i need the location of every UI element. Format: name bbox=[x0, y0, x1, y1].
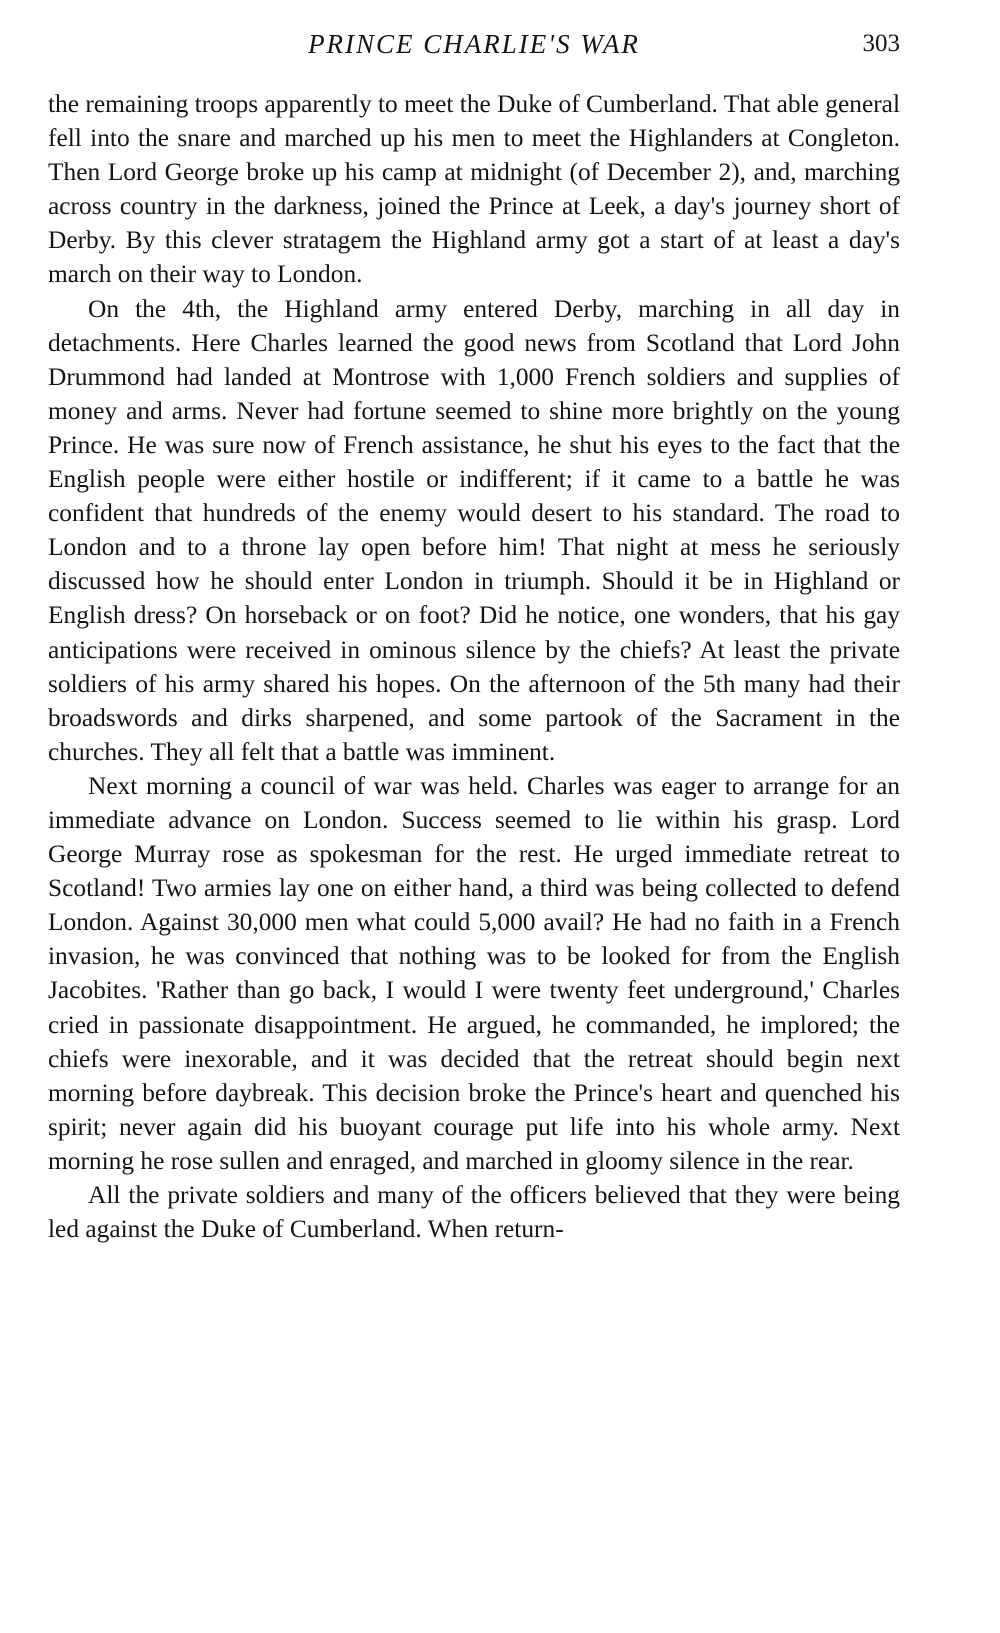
paragraph-derby: On the 4th, the Highland army entered Derby, marching in all day in detachments. Here Charles learned the good news from Scotland that Lord John Drummond had landed at Montrose with 1,000 French soldiers and supplies of money and arms. Never had fortune seemed to shine more brightly on the young Prince. He was sure now of French assistance, he shut his eyes to the fact that the English people were either hostile or indifferent; if it came to a battle he was confident that hundreds of the enemy would desert to his standard. The road to London and to a throne lay open before him! That night at mess he seriously discussed how he should enter London in triumph. Should it be in Highland or English dress? On horseback or on foot? Did he notice, one wonders, that his gay anticipations were received in ominous silence by the chiefs? At least the private soldiers of his army shared his hopes. On the afternoon of the 5th many had their broadswords and dirks sharpened, and some partook of the Sacrament in the churches. They all felt that a battle was imminent. bbox=[48, 294, 900, 766]
running-head bbox=[48, 26, 900, 62]
running-title: PRINCE CHARLIE'S WAR bbox=[308, 29, 640, 59]
paragraph-retreat: All the private soldiers and many of the officers believed that they were being led against the Duke of Cumberland. When return- bbox=[48, 1181, 900, 1244]
page-number: 303 bbox=[862, 30, 900, 57]
paragraph-continuation: the remaining troops apparently to meet the Duke of Cumberland. That able general fell into the snare and marched up his men to meet the Highlanders at Congleton. Then Lord George broke up his camp at midnight (of December 2), and, marching across country in the darkness, joined the Prince at Leek, a day's journey short of Derby. By this clever stratagem the Highland army got a start of at least a day's march on their way to London. bbox=[48, 90, 900, 289]
body-text bbox=[48, 87, 900, 1246]
paragraph-council-of-war: Next morning a council of war was held. Charles was eager to arrange for an immediate advance on London. Success seemed to lie within his grasp. Lord George Murray rose as spokesman for the rest. He urged immediate retreat to Scotland! Two armies lay one on either hand, a third was being collected to defend London. Against 30,000 men what could 5,000 avail? He had no faith in a French invasion, he was convinced that nothing was to be looked for from the English Jacobites. 'Rather than go back, I would I were twenty feet underground,' Charles cried in passionate disappointment. He argued, he commanded, he implored; the chiefs were inexorable, and it was decided that the retreat should begin next morning before daybreak. This decision broke the Prince's heart and quenched his spirit; never again did his buoyant courage put life into his whole army. Next morning he rose sullen and enraged, and marched in gloomy silence in the rear. bbox=[48, 771, 900, 1175]
